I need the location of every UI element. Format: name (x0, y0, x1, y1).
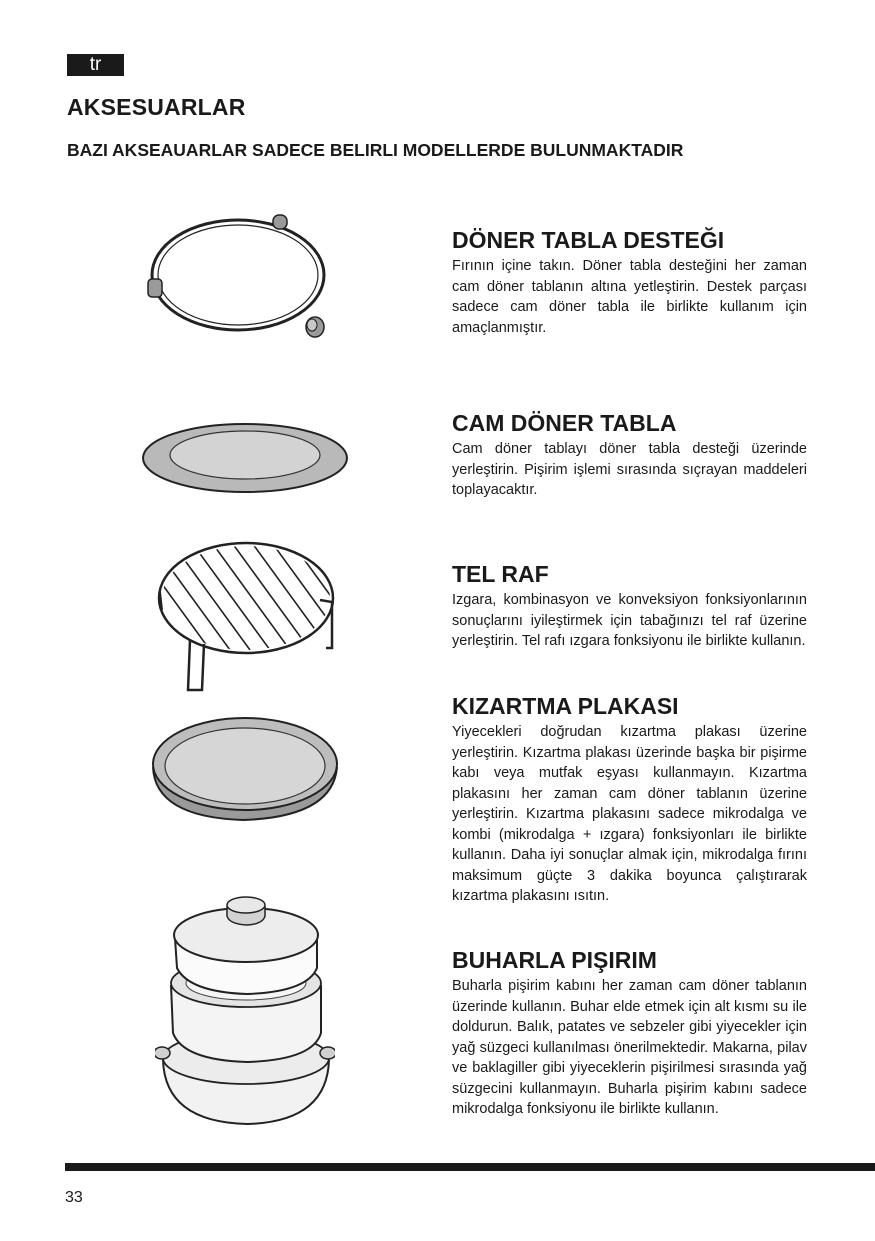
footer-divider (65, 1163, 875, 1171)
page-number: 33 (65, 1189, 83, 1206)
glass-turntable-icon (140, 418, 355, 498)
turntable-support-text: Fırının içine takın. Döner tabla desteğini her zaman cam döner tablanın altına yetleştirin. Destek parçası sadece cam döner tabla ile birlikte kullanım için amaçlanmıştır. (452, 258, 807, 336)
language-tag: tr (67, 54, 124, 76)
turntable-support-section (452, 226, 807, 338)
wire-rack-icon (150, 540, 340, 698)
glass-turntable-text: Cam döner tablayı döner tabla desteği üzerinde yerleştirin. Pişirim işlemi sırasında sıçrayan maddeleri toplayacaktır. (452, 441, 807, 498)
crisp-plate-icon (145, 712, 345, 827)
crisp-plate-title: KIZARTMA PLAKASI (452, 693, 679, 719)
wire-rack-text: Izgara, kombinasyon ve konveksiyon fonksiyonlarının sonuçlarını iyileştirmek için tabağınızı tel raf üzerine yerleştirin. Tel rafı ızgara fonksiyonu ile birlikte kullanın. (452, 592, 807, 649)
steamer-icon (155, 890, 335, 1130)
wire-rack-section (452, 560, 807, 652)
turntable-support-ring-icon (140, 205, 340, 345)
crisp-plate-text: Yiyecekleri doğrudan kızartma plakası üzerine yerleştirin. Kızartma plakası üzerinde başka bir pişirme kabı veya mutfak eşyası kullanmayın. Kızartma plakasını her zaman cam döner tablanın üzerine yerleştirin. Kızartma plakasını sadece mikrodalga ve kombi (mikrodalga + ızgara) fonksiyonları ile birlikte kullanın. Daha iyi sonuçlar almak için, mikrodalga fırını maksimum güçte 3 dakika boyunca çalıştırarak kızartma plakasını ısıtın. (452, 724, 807, 904)
page-subtitle: BAZI AKSEAUARLAR SADECE BELIRLI MODELLERDE BULUNMAKTADIR (67, 140, 684, 160)
steamer-title: BUHARLA PIŞIRIM (452, 947, 657, 973)
glass-turntable-title: CAM DÖNER TABLA (452, 410, 677, 436)
steamer-section (452, 946, 807, 1120)
steamer-text: Buharla pişirim kabını her zaman cam döner tablanın üzerinde kullanın. Buhar elde etmek için alt kısmı su ile doldurun. Balık, patates ve sebzeler gibi yiyecekler için yağ süzgeci kullanılması önerilmektedir. Makarna, pilav ve baklagiller gibi yiyeceklerin pişirilmesi sırasında yağ süzgecini kullanmayın. Buharla pişirim kabını sadece mikrodalga fonksiyonu ile birlikte kullanın. (452, 978, 807, 1117)
crisp-plate-section (452, 692, 807, 907)
turntable-support-title: DÖNER TABLA DESTEĞI (452, 227, 725, 253)
wire-rack-title: TEL RAF (452, 561, 549, 587)
page-title: AKSESUARLAR (67, 94, 246, 120)
glass-turntable-section (452, 409, 807, 501)
